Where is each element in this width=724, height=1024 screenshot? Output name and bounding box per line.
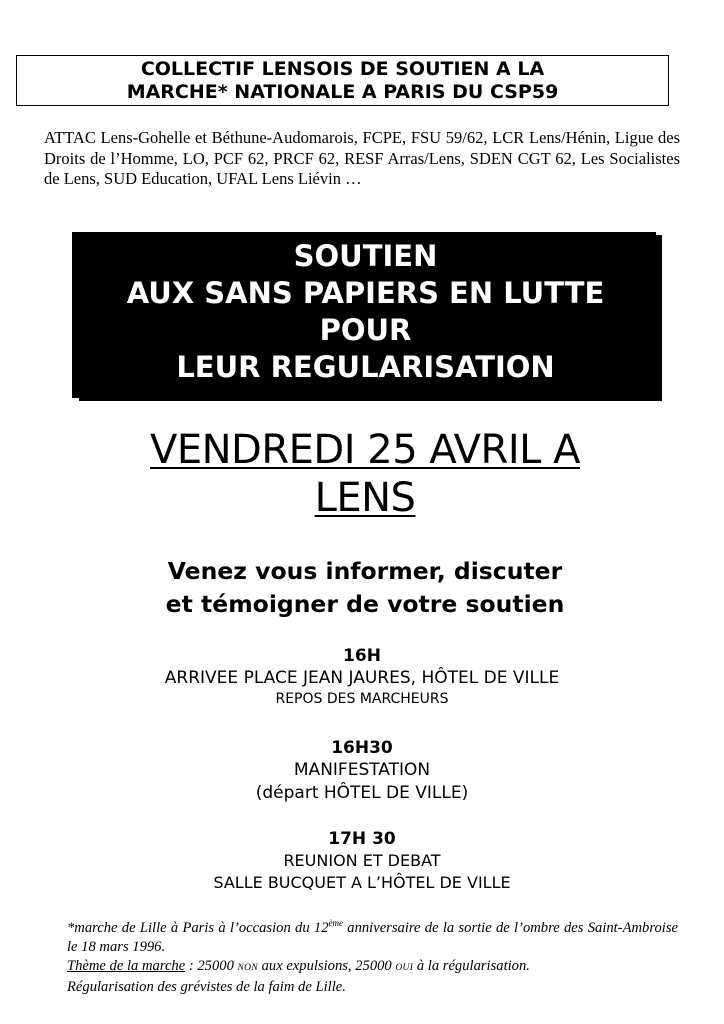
schedule-detail: (départ HÔTEL DE VILLE): [255, 783, 469, 803]
schedule-item-demonstration: [0, 737, 724, 805]
schedule-time: 17H 30: [328, 829, 396, 849]
schedule-detail: SALLE BUCQUET A L’HÔTEL DE VILLE: [213, 873, 511, 892]
schedule-time: 16H30: [331, 738, 393, 758]
schedule-title: REUNION ET DEBAT: [283, 851, 441, 870]
schedule-time: 16H: [343, 646, 381, 666]
header-line-1: COLLECTIF LENSOIS DE SOUTIEN A LA: [140, 58, 545, 80]
schedule-item-arrival: [0, 645, 724, 708]
footnote-regularisation: Régularisation des grévistes de la faim de Lille.: [67, 978, 346, 995]
footnote-theme: Thème de la marche : 25000 NON aux expulsions, 25000 OUI à la régularisation.: [67, 957, 530, 974]
support-banner: [79, 235, 662, 401]
invite-line-1: Venez vous informer, discuter: [167, 557, 563, 585]
invite-line-2: et témoigner de votre soutien: [165, 590, 565, 618]
organizations-list: ATTAC Lens-Gohelle et Béthune-Audomarois, FCPE, FSU 59/62, LCR Lens/Hénin, Ligue des Droits de l’Homme, LO, PCF 62, PRCF 62, RESF Arras/Lens, SDEN CGT 62, Les Socialistes de Lens, SUD Education, UFAL Lens Liévin …: [44, 128, 680, 188]
banner-line-4: LEUR REGULARISATION: [176, 350, 555, 384]
banner-line-2: AUX SANS PAPIERS EN LUTTE: [126, 276, 605, 310]
footnote: [67, 914, 678, 997]
event-date: [40, 426, 690, 522]
schedule-title: ARRIVEE PLACE JEAN JAURES, HÔTEL DE VILLE: [164, 668, 560, 688]
date-line-1: VENDREDI 25 AVRIL A: [150, 427, 580, 473]
invitation-text: [40, 555, 690, 621]
schedule-item-meeting: [0, 828, 724, 894]
banner-line-1: SOUTIEN: [293, 239, 438, 273]
footnote-march-info: *marche de Lille à Paris à l’occasion du 12ème anniversaire de la sortie de l’ombre des Saint-Ambroise le 18 mars 1996.: [67, 918, 678, 955]
schedule-detail: REPOS DES MARCHEURS: [275, 691, 449, 707]
banner-line-3: POUR: [319, 313, 412, 347]
schedule-title: MANIFESTATION: [293, 760, 431, 780]
header-line-2: MARCHE* NATIONALE A PARIS DU CSP59: [126, 81, 559, 103]
date-line-2: LENS: [314, 475, 416, 521]
collective-header-box: [16, 55, 669, 106]
